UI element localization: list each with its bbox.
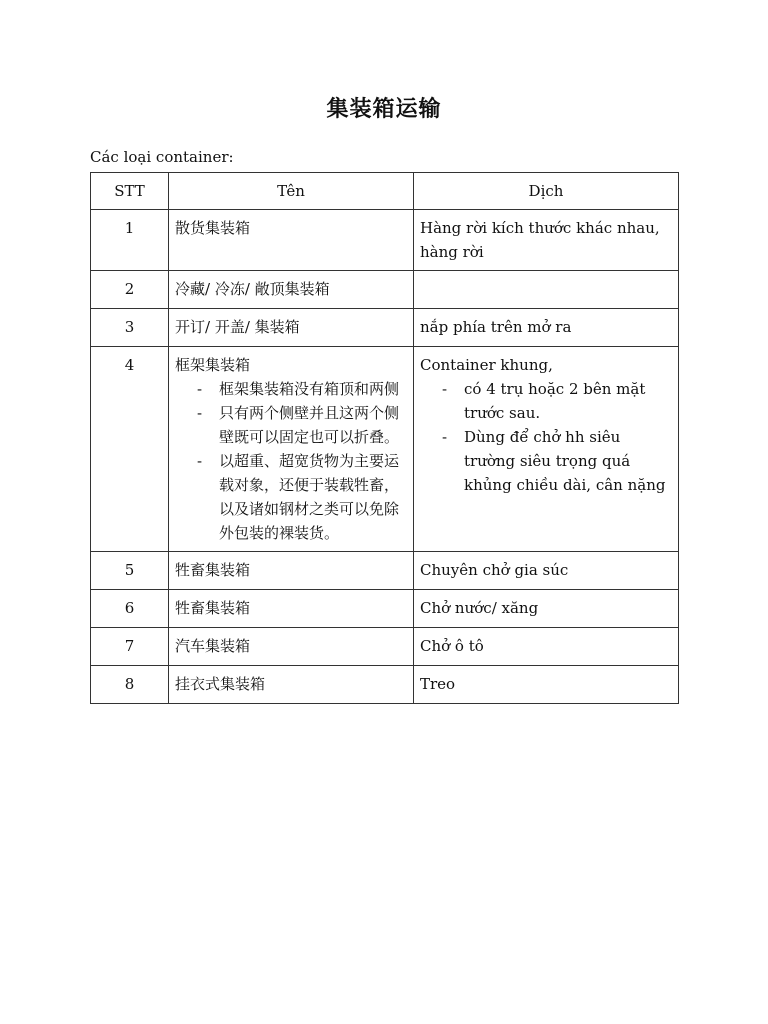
cell-stt: 6 xyxy=(91,590,169,628)
cell-ten: 开订/ 开盖/ 集装箱 xyxy=(169,309,414,347)
cell-stt: 8 xyxy=(91,666,169,704)
cell-dich: Chở ô tô xyxy=(414,628,679,666)
cell-dich-heading: Container khung, xyxy=(420,356,553,374)
table-row xyxy=(91,271,679,309)
cell-dich: Treo xyxy=(414,666,679,704)
header-dich: Dịch xyxy=(414,173,679,210)
cell-ten xyxy=(169,347,414,552)
cell-dich xyxy=(414,347,679,552)
table-row xyxy=(91,590,679,628)
table-row xyxy=(91,210,679,271)
list-item: - 以超重、超宽货物为主要运载对象，还便于装载牲畜，以及诸如钢材之类可以免除外包装的裸装货。 xyxy=(197,449,407,545)
cell-ten: 汽车集装箱 xyxy=(169,628,414,666)
table-row xyxy=(91,666,679,704)
cell-dich: Hàng rời kích thước khác nhau, hàng rời xyxy=(414,210,679,271)
table-row xyxy=(91,628,679,666)
table-row xyxy=(91,552,679,590)
ten-dash-list xyxy=(175,377,407,545)
table-row xyxy=(91,347,679,552)
list-item: - 框架集装箱没有箱顶和两侧 xyxy=(197,377,407,401)
cell-ten-heading: 框架集装箱 xyxy=(175,356,251,374)
section-subtitle: Các loại container: xyxy=(90,148,234,166)
cell-ten: 散货集装箱 xyxy=(169,210,414,271)
list-item: - Dùng để chở hh siêu trường siêu trọng quá khủng chiều dài, cân nặng xyxy=(442,425,672,497)
container-types-table xyxy=(90,172,679,704)
cell-stt: 1 xyxy=(91,210,169,271)
page-title: 集装箱运输 xyxy=(326,96,442,122)
cell-ten: 挂衣式集装箱 xyxy=(169,666,414,704)
cell-ten: 牲畜集装箱 xyxy=(169,552,414,590)
cell-stt: 7 xyxy=(91,628,169,666)
cell-dich: Chở nước/ xăng xyxy=(414,590,679,628)
cell-ten: 牲畜集装箱 xyxy=(169,590,414,628)
table-row xyxy=(91,309,679,347)
header-ten: Tên xyxy=(169,173,414,210)
cell-stt: 3 xyxy=(91,309,169,347)
cell-stt: 4 xyxy=(91,347,169,552)
dich-dash-list xyxy=(420,377,672,497)
cell-stt: 2 xyxy=(91,271,169,309)
cell-dich: Chuyên chở gia súc xyxy=(414,552,679,590)
cell-stt: 5 xyxy=(91,552,169,590)
header-stt: STT xyxy=(91,173,169,210)
list-item: - 只有两个侧壁并且这两个侧壁既可以固定也可以折叠。 xyxy=(197,401,407,449)
cell-dich xyxy=(414,271,679,309)
list-item: - có 4 trụ hoặc 2 bên mặt trước sau. xyxy=(442,377,672,425)
cell-dich: nắp phía trên mở ra xyxy=(414,309,679,347)
table-header-row xyxy=(91,173,679,210)
cell-ten: 冷藏/ 冷冻/ 敞顶集装箱 xyxy=(169,271,414,309)
